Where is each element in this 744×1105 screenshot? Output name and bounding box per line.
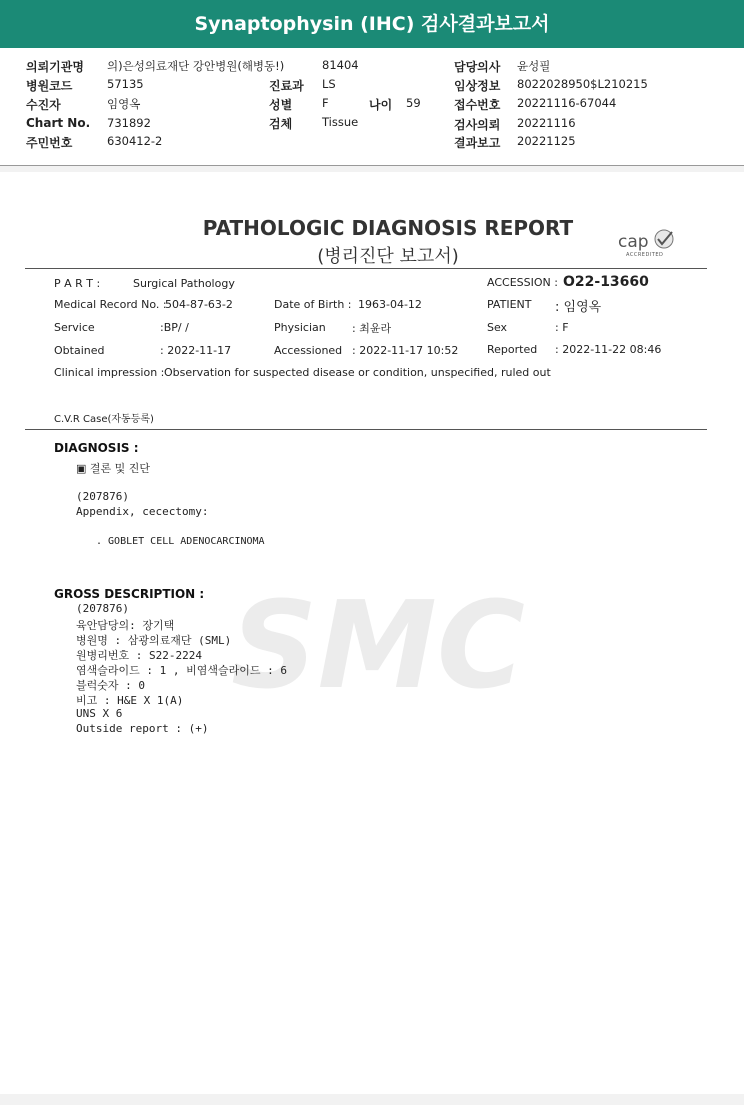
- gross-line: 육안담당의: 장기택: [76, 619, 175, 632]
- hosp-code-value: 57135: [107, 77, 144, 91]
- cap-check-icon: [652, 228, 676, 250]
- mrn-label: Medical Record No. :: [54, 298, 167, 311]
- accession-label: ACCESSION :: [487, 276, 558, 289]
- patient-label: 수진자: [26, 98, 61, 112]
- receipt-value: 20221116-67044: [517, 96, 617, 110]
- gross-line: 병원명 : 삼광의료재단 (SML): [76, 634, 232, 647]
- accessioned-value: : 2022-11-17 10:52: [352, 344, 459, 357]
- gross-line: 비고 : H&E X 1(A): [76, 694, 184, 707]
- patient-value-report: : 임영옥: [555, 300, 602, 315]
- gross-heading: GROSS DESCRIPTION :: [54, 587, 205, 601]
- age-value: 59: [406, 96, 421, 110]
- clinical-info-label: 임상정보: [454, 79, 501, 93]
- patient-value: 임영옥: [107, 97, 141, 111]
- inst-label: 의뢰기관명: [26, 60, 84, 74]
- dept-label: 진료과: [269, 79, 304, 93]
- mrn-value: 504-87-63-2: [165, 298, 233, 311]
- rrn-value: 630412-2: [107, 134, 163, 148]
- rrn-label: 주민번호: [26, 136, 73, 150]
- inst-code: 81404: [322, 58, 359, 72]
- diagnosis-heading: DIAGNOSIS :: [54, 441, 139, 455]
- gross-line: 원병리번호 : S22-2224: [76, 649, 202, 662]
- part-label: P A R T :: [54, 277, 101, 290]
- physician-value: : 최윤라: [352, 322, 392, 335]
- specimen-value: Tissue: [322, 115, 359, 129]
- age-label: 나이: [369, 98, 393, 112]
- sex-label: 성별: [269, 98, 293, 112]
- report-title: PATHOLOGIC DIAGNOSIS REPORT: [202, 216, 574, 240]
- clinical-impression-label: Clinical impression :: [54, 366, 165, 379]
- doctor-value: 윤성필: [517, 59, 551, 73]
- cap-accredited: ACCREDITED: [626, 252, 664, 258]
- chart-value: 731892: [107, 116, 151, 130]
- doctor-label: 담당의사: [454, 60, 501, 74]
- obtained-label: Obtained: [54, 344, 105, 357]
- divider-top: [25, 268, 707, 269]
- physician-label: Physician: [274, 321, 326, 334]
- diagnosis-line: (207876): [76, 490, 129, 503]
- receipt-label: 접수번호: [454, 98, 501, 112]
- specimen-label: 검체: [269, 117, 293, 131]
- accessioned-label: Accessioned: [274, 344, 343, 357]
- cvr-case: C.V.R Case(자동등록): [54, 414, 154, 425]
- part-value: Surgical Pathology: [133, 277, 235, 290]
- request-value: 20221116: [517, 116, 576, 130]
- dob-label: Date of Birth :: [274, 298, 352, 311]
- service-value: :BP/ /: [160, 321, 189, 334]
- gross-line: Outside report : (+): [76, 722, 209, 735]
- cap-logo: cap: [618, 232, 649, 252]
- smc-watermark: [188, 592, 568, 702]
- gross-line: 염색슬라이드 : 1 , 비염색슬라이드 : 6: [76, 664, 287, 677]
- report-sheet: [0, 172, 744, 1094]
- obtained-value: : 2022-11-17: [160, 344, 232, 357]
- diagnosis-subheading: ▣ 결론 및 진단: [76, 462, 151, 475]
- title-bar: [0, 0, 744, 48]
- sex-label-report: Sex: [487, 321, 508, 334]
- inst-value: 의)은성의료재단 강안병원(해병동!): [107, 59, 285, 73]
- dob-value: 1963-04-12: [358, 298, 422, 311]
- sex-value-report: : F: [555, 321, 569, 334]
- diagnosis-line: Appendix, cecectomy:: [76, 505, 209, 518]
- divider-bottom: [25, 429, 707, 430]
- clinical-info-value: 8022028950$L210215: [517, 77, 648, 91]
- page-title: Synaptophysin (IHC) 검사결과보고서: [194, 13, 550, 35]
- service-label: Service: [54, 321, 95, 334]
- hosp-code-label: 병원코드: [26, 79, 73, 93]
- clinical-impression-value: Observation for suspected disease or condition, unspecified, ruled out: [164, 366, 551, 379]
- report-date-value: 20221125: [517, 134, 576, 148]
- reported-value: : 2022-11-22 08:46: [555, 343, 662, 356]
- diagnosis-line: . GOBLET CELL ADENOCARCINOMA: [96, 536, 265, 547]
- gross-line: 블럭숫자 : 0: [76, 679, 145, 692]
- patient-label-report: PATIENT: [487, 298, 532, 311]
- report-date-label: 결과보고: [454, 136, 501, 150]
- request-info-panel: [0, 48, 744, 166]
- request-label: 검사의뢰: [454, 118, 501, 132]
- reported-label: Reported: [487, 343, 538, 356]
- report-subtitle: (병리진단 보고서): [317, 246, 459, 267]
- sex-value: F: [322, 96, 329, 110]
- gross-line: UNS X 6: [76, 707, 123, 720]
- watermark-text: SMC: [231, 592, 525, 702]
- chart-label: Chart No.: [26, 116, 91, 130]
- gross-line: (207876): [76, 602, 129, 615]
- dept-value: LS: [322, 77, 336, 91]
- accession-value: O22-13660: [563, 274, 649, 290]
